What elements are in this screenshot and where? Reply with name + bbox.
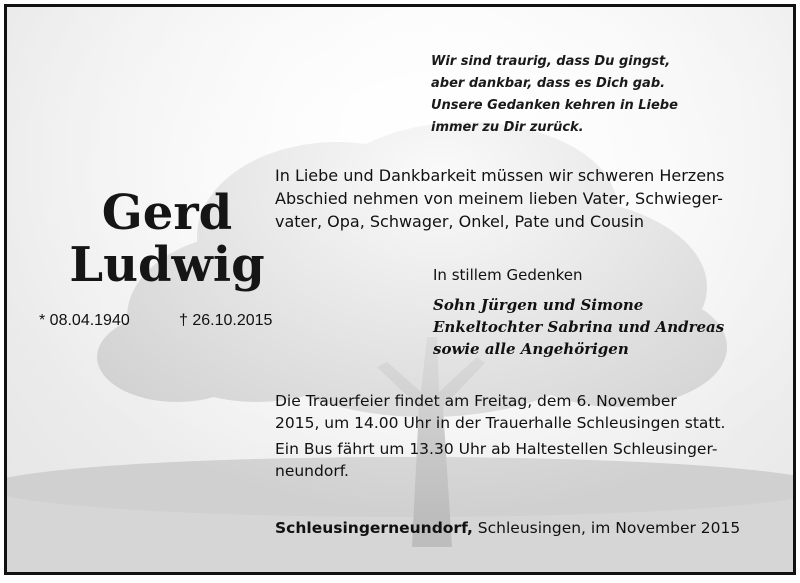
birth-date: * 08.04.1940 — [39, 312, 130, 329]
intro-text — [275, 164, 785, 233]
funeral-line: Die Trauerfeier findet am Freitag, dem 6. November — [275, 392, 677, 410]
place-and-date — [275, 519, 790, 537]
death-date: † 26.10.2015 — [179, 312, 273, 329]
deceased-name — [27, 187, 307, 291]
bus-info — [275, 438, 790, 482]
mourner-line: Sohn Jürgen und Simone — [433, 296, 644, 314]
first-name: Gerd — [101, 185, 233, 241]
mourning-heading: In stillem Gedenken — [433, 266, 583, 284]
poem-line: immer zu Dir zurück. — [431, 120, 584, 135]
intro-line: In Liebe und Dankbarkeit müssen wir schweren Herzens — [275, 166, 725, 185]
poem-line: aber dankbar, dass es Dich gab. — [431, 76, 666, 91]
life-dates — [39, 312, 299, 330]
place-date-rest: Schleusingen, im November 2015 — [472, 519, 741, 537]
funeral-info — [275, 390, 790, 482]
mourner-line: Enkeltochter Sabrina und Andreas — [433, 318, 725, 336]
place-name: Schleusingerneundorf, — [275, 519, 473, 537]
obituary-notice — [4, 4, 796, 575]
mourners-list — [433, 294, 793, 360]
poem — [431, 51, 771, 139]
mourner-line: sowie alle Angehörigen — [433, 340, 629, 358]
intro-line: Abschied nehmen von meinem lieben Vater, Schwieger- — [275, 189, 723, 208]
bus-line: neundorf. — [275, 462, 349, 480]
poem-line: Unsere Gedanken kehren in Liebe — [431, 98, 678, 113]
intro-line: vater, Opa, Schwager, Onkel, Pate und Cousin — [275, 212, 644, 231]
bus-line: Ein Bus fährt um 13.30 Uhr ab Haltestellen Schleusinger- — [275, 440, 718, 458]
last-name: Ludwig — [69, 237, 265, 293]
funeral-line: 2015, um 14.00 Uhr in der Trauerhalle Schleusingen statt. — [275, 414, 726, 432]
poem-line: Wir sind traurig, dass Du gingst, — [431, 54, 671, 69]
